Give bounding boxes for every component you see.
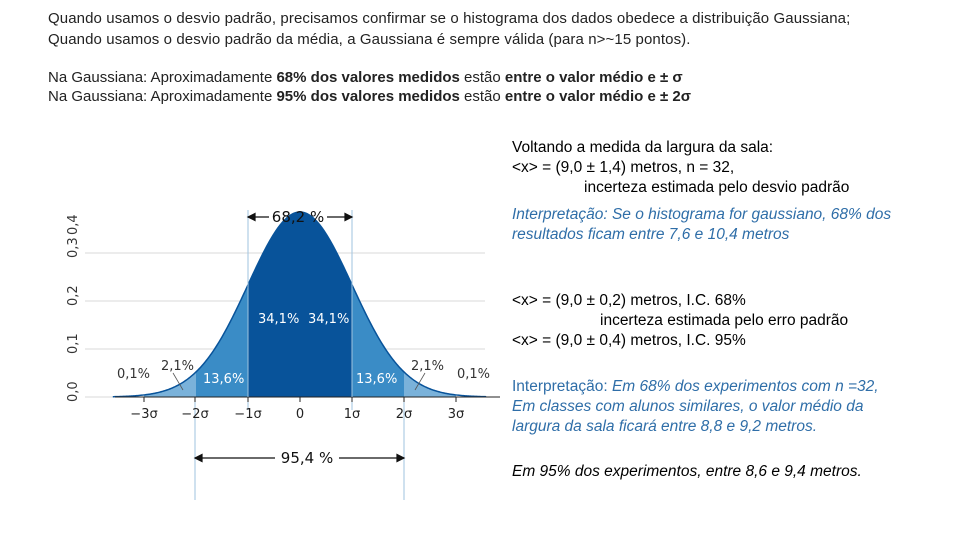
heading: Voltando a medida da largura da sala:: [512, 139, 774, 156]
rule-95: Na Gaussiana: Aproximadamente 95% dos valores medidos estão entre o valor médio e ± 2σ: [48, 88, 691, 105]
interp-2-line-3: largura da sala ficará entre 8,8 e 9,2 metros.: [512, 418, 817, 435]
bracket-68-label: 68,2 %: [271, 208, 325, 226]
conclusion: Em 95% dos experimentos, entre 8,6 e 9,4 metros.: [512, 463, 862, 480]
label-outer-right: 2,1%: [411, 359, 445, 374]
interpretation-2: [512, 377, 879, 437]
right-column-top: [512, 138, 849, 198]
interpretation-1: Interpretação: Se o histograma for gaussiano, 68% dos resultados ficam entre 7,6 e 10,4 metros: [512, 206, 892, 243]
interp-2-label: Interpretação:: [512, 378, 612, 395]
x-tick-label: 1σ: [343, 407, 361, 422]
label-mid-left: 13,6%: [203, 372, 245, 387]
label-tail-left: 0,1%: [117, 367, 151, 382]
y-tick: 0,0: [66, 381, 81, 402]
y-tick: 0,1: [66, 333, 81, 354]
label-mid-right: 13,6%: [356, 372, 398, 387]
x-tick-label: 3σ: [447, 407, 465, 422]
result-1-note: incerteza estimada pelo desvio padrão: [584, 179, 850, 196]
result-2-note: incerteza estimada pelo erro padrão: [600, 312, 849, 329]
label-center-left: 34,1%: [258, 312, 300, 327]
intro-line-2: Quando usamos o desvio padrão da média, a Gaussiana é sempre válida (para n>~15 pontos).: [48, 31, 691, 48]
arrowhead: [195, 455, 202, 462]
y-tick: 0,2: [66, 285, 81, 306]
y-tick: 0,4: [66, 214, 81, 235]
x-tick-label: −3σ: [130, 407, 158, 422]
bracket-95-label: 95,4 %: [280, 449, 334, 467]
arrowhead: [345, 214, 352, 221]
x-tick-label: −2σ: [181, 407, 209, 422]
rule-68: Na Gaussiana: Aproximadamente 68% dos valores medidos estão entre o valor médio e ± σ: [48, 69, 683, 86]
label-outer-left: 2,1%: [161, 359, 195, 374]
x-tick-label: 2σ: [395, 407, 413, 422]
gaussian-figure: [55, 190, 510, 510]
right-column-results: [512, 291, 848, 351]
result-3: <x> = (9,0 ± 0,4) metros, I.C. 95%: [512, 332, 746, 349]
result-1: <x> = (9,0 ± 1,4) metros, n = 32,: [512, 159, 735, 176]
intro-line-1: Quando usamos o desvio padrão, precisamos confirmar se o histograma dos dados obedece a distribuição Gaussiana;: [48, 10, 851, 27]
x-tick-label: −1σ: [234, 407, 262, 422]
x-tick-label: 0: [295, 407, 305, 422]
arrowhead: [397, 455, 404, 462]
result-2: <x> = (9,0 ± 0,2) metros, I.C. 68%: [512, 292, 746, 309]
segment-center-fill: [248, 212, 352, 397]
intro-text: [48, 8, 850, 50]
y-tick: 0,3: [66, 237, 81, 258]
arrowhead: [248, 214, 255, 221]
interp-2-line-1: Em 68% dos experimentos com n =32,: [611, 378, 879, 395]
label-tail-right: 0,1%: [457, 367, 491, 382]
label-center-right: 34,1%: [308, 312, 350, 327]
interp-2-line-2: Em classes com alunos similares, o valor médio da: [512, 398, 864, 415]
